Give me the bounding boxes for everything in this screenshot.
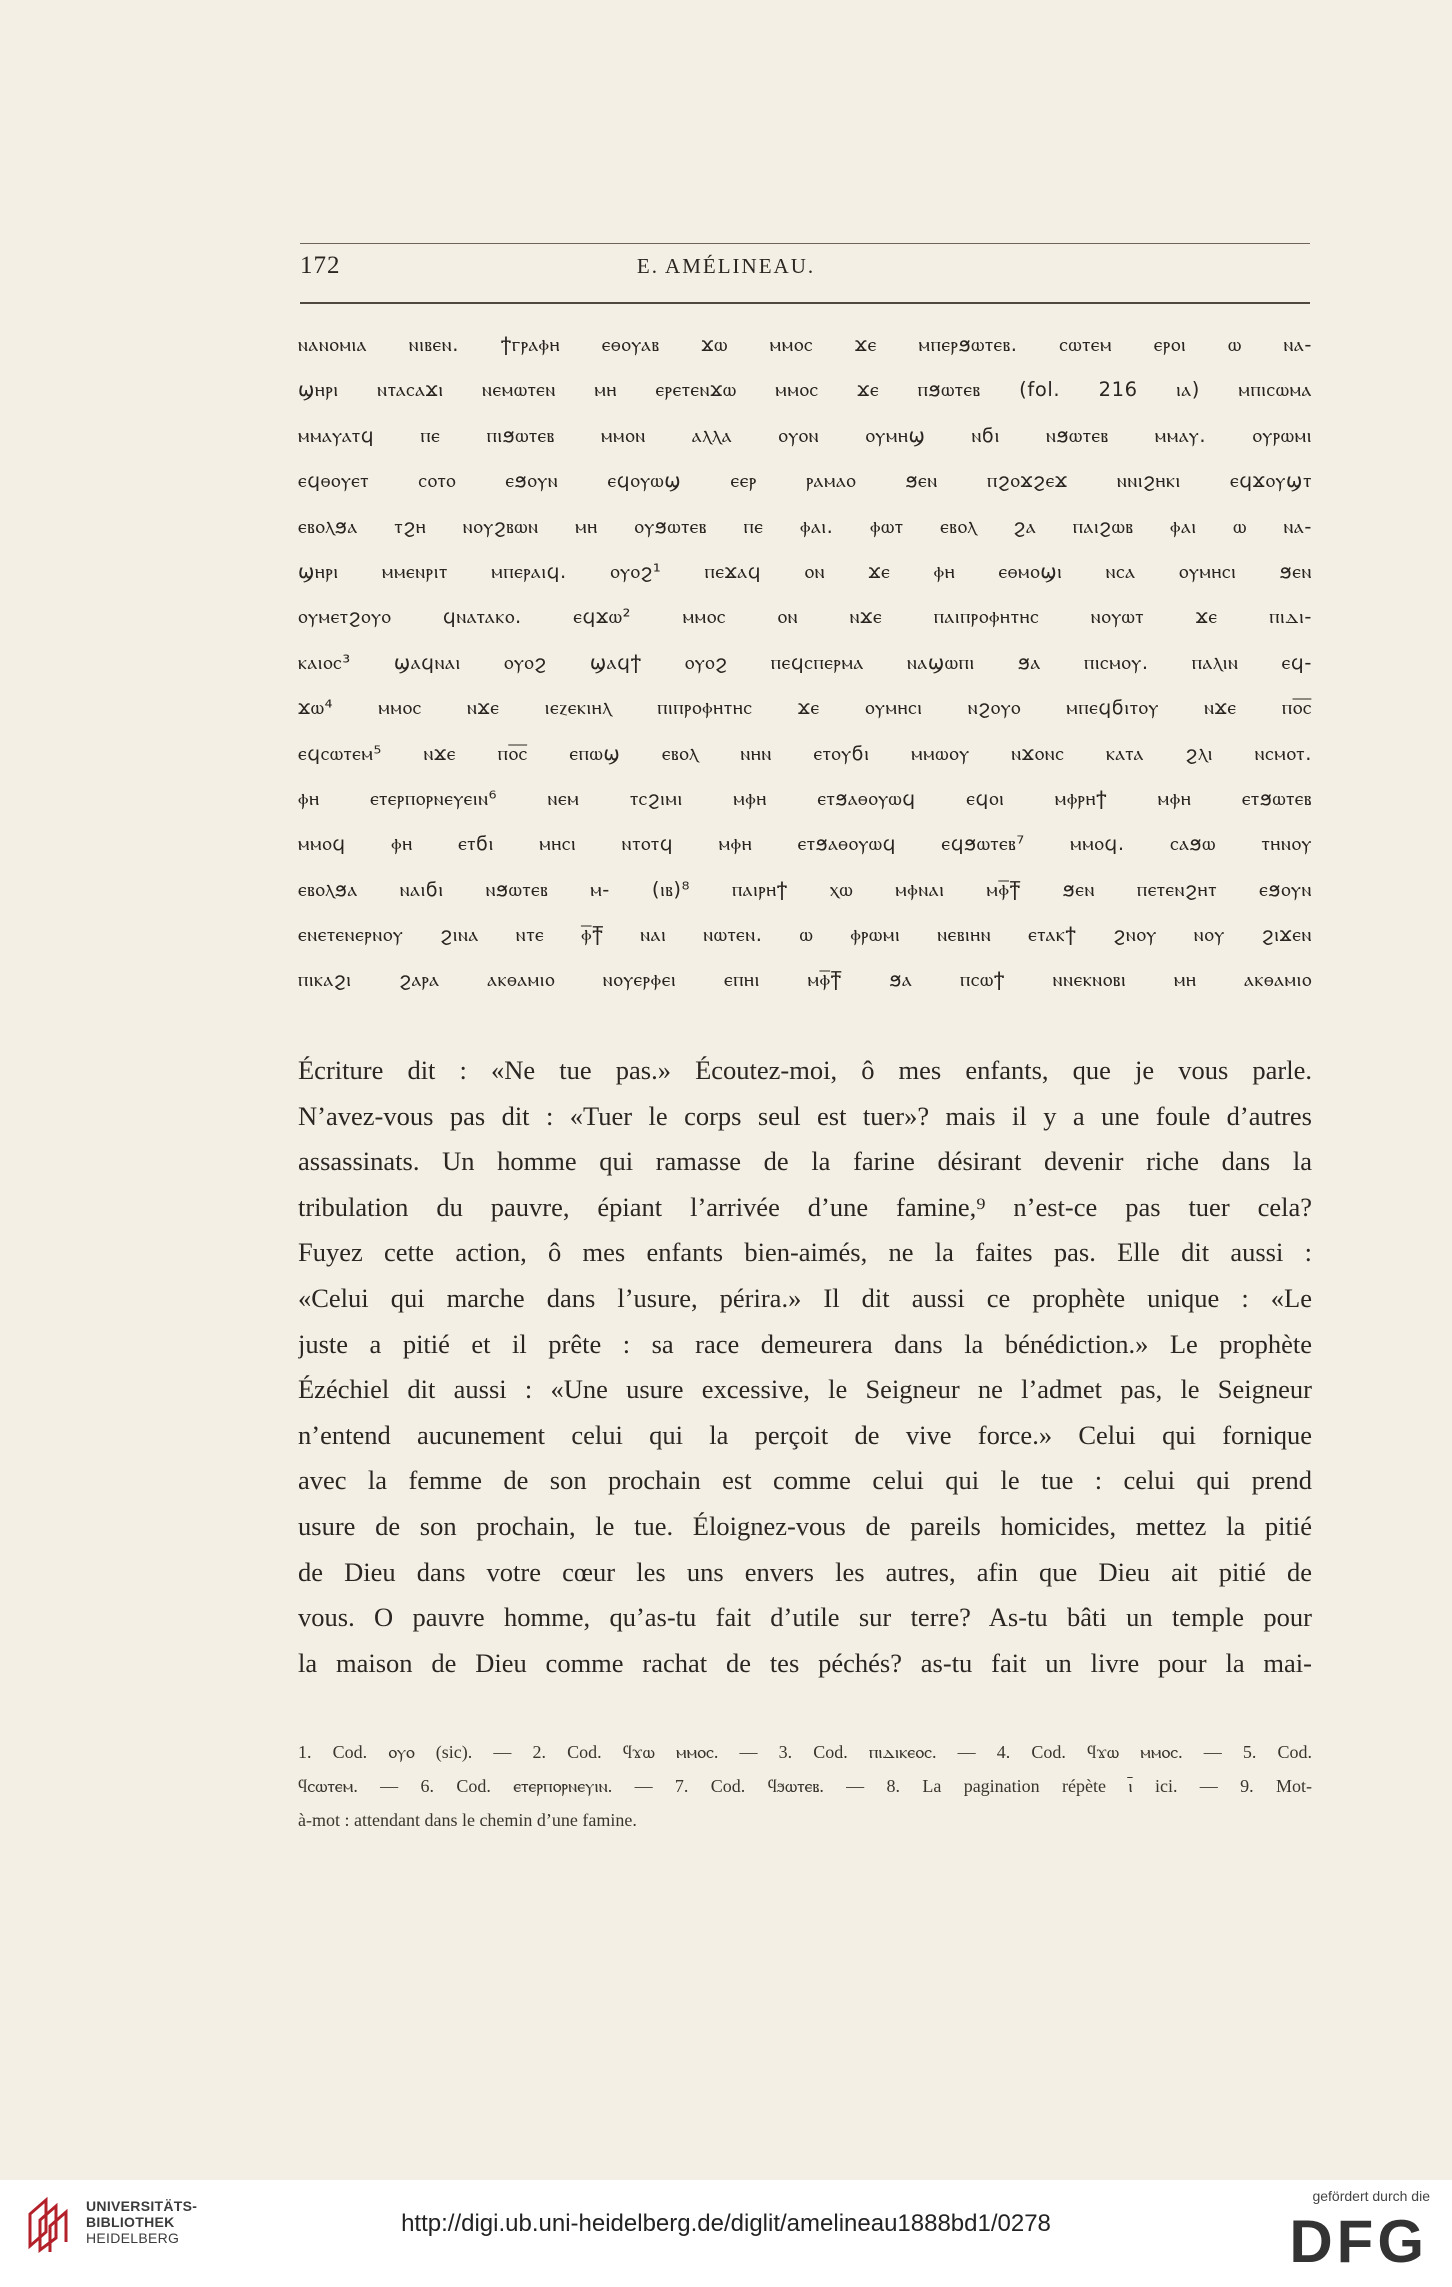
funder-label: gefördert durch die (1312, 2188, 1430, 2204)
footnote-line: ϥⲥⲱⲧⲉⲙ. — 6. Cod. ⲉⲧⲉⲣⲡⲟⲣⲛⲉⲩⲓⲛ. — 7. Cod. ϥϧⲱⲧⲉⲃ. — 8. La pagination répète ⲓ̅ ici. — 9. Mot- (298, 1776, 1312, 1796)
translation-line: usure de son prochain, le tue. Éloignez-vous de pareils homicides, mettez la pitié (298, 1510, 1312, 1541)
coptic-line: ⲙⲙⲁⲩⲁⲧϥ ⲡⲉ ⲡⲓϧⲱⲧⲉⲃ ⲙⲙⲟⲛ ⲁⲗⲗⲁ ⲟⲩⲟⲛ ⲟⲩⲙⲏϣ ⲛϭⲓ ⲛϧⲱⲧⲉⲃ ⲙⲙⲁⲩ. ⲟⲩⲣⲱⲙⲓ (298, 423, 1312, 447)
translation-line: n’entend aucunement celui qui la perçoit de vive force.» Celui qui fornique (298, 1419, 1312, 1450)
coptic-text-block (298, 322, 1312, 1003)
translation-line: assassinats. Un homme qui ramasse de la farine désirant devenir riche dans la (298, 1146, 1312, 1177)
coptic-line: ⲙⲙⲟϥ ⲫⲏ ⲉⲧϭⲓ ⲙⲏⲥⲓ ⲛⲧⲟⲧϥ ⲙⲫⲏ ⲉⲧϧⲁⲑⲟⲩⲱϥ ⲉϥϧⲱⲧⲉⲃ⁷ ⲙⲙⲟϥ. ⲥⲁϧⲱ ⲧⲏⲛⲟⲩ (298, 832, 1312, 856)
translation-line: Ézéchiel dit aussi : «Une usure excessive, le Seigneur ne l’admet pas, le Seigneur (298, 1374, 1312, 1405)
coptic-line: ⲉⲃⲟⲗϧⲁ ⲧϩⲏ ⲛⲟⲩϩⲃⲱⲛ ⲙⲏ ⲟⲩϧⲱⲧⲉⲃ ⲡⲉ ⲫⲁⲓ. ⲫⲱⲧ ⲉⲃⲟⲗ ϩⲁ ⲡⲁⲓϩⲱⲃ ⲫⲁⲓ ⲱ ⲛⲁ- (298, 514, 1312, 538)
footnote-line: à-mot : attendant dans le chemin d’une famine. (298, 1810, 637, 1830)
coptic-line: ⲟⲩⲙⲉⲧϩⲟⲩⲟ ϥⲛⲁⲧⲁⲕⲟ. ⲉϥϫⲱ² ⲙⲙⲟⲥ ⲟⲛ ⲛϫⲉ ⲡⲁⲓⲡⲣⲟⲫⲏⲧⲏⲥ ⲛⲟⲩⲱⲧ ϫⲉ ⲡⲓⲇⲓ- (298, 605, 1312, 629)
translation-line: la maison de Dieu comme rachat de tes péchés? as-tu fait un livre pour la mai- (298, 1647, 1312, 1678)
coptic-line: ϫⲱ⁴ ⲙⲙⲟⲥ ⲛϫⲉ ⲓⲉⲍⲉⲕⲓⲏⲗ ⲡⲓⲡⲣⲟⲫⲏⲧⲏⲥ ϫⲉ ⲟⲩⲙⲏⲥⲓ ⲛϩⲟⲩⲟ ⲙⲡⲉϥϭⲓⲧⲟⲩ ⲛϫⲉ ⲡⲟ̅ⲥ̅ (298, 696, 1312, 720)
coptic-line: ⲫⲏ ⲉⲧⲉⲣⲡⲟⲣⲛⲉⲩⲉⲓⲛ⁶ ⲛⲉⲙ ⲧⲥϩⲓⲙⲓ ⲙⲫⲏ ⲉⲧϧⲁⲑⲟⲩⲱϥ ⲉϥⲟⲓ ⲙⲫⲣⲏϯ ⲙⲫⲏ ⲉⲧϧⲱⲧⲉⲃ (298, 786, 1312, 810)
coptic-line: ⲉϥⲥⲱⲧⲉⲙ⁵ ⲛϫⲉ ⲡⲟ̅ⲥ̅ ⲉⲡⲱϣ ⲉⲃⲟⲗ ⲛⲏⲛ ⲉⲧⲟⲩϭⲓ ⲙⲙⲱⲟⲩ ⲛϫⲟⲛⲥ ⲕⲁⲧⲁ ϩⲗⲓ ⲛⲥⲙⲟⲧ. (298, 741, 1312, 765)
coptic-line: ⲉϥⲑⲟⲩⲉⲧ ⲥⲟⲧⲟ ⲉϧⲟⲩⲛ ⲉϥⲟⲩⲱϣ ⲉⲉⲣ ⲣⲁⲙⲁⲟ ϧⲉⲛ ⲡϩⲟϫϩⲉϫ ⲛⲛⲓϩⲏⲕⲓ ⲉϥϫⲟⲩϣⲧ (298, 469, 1312, 493)
coptic-line: ⲛⲁⲛⲟⲙⲓⲁ ⲛⲓⲃⲉⲛ. ϯⲅⲣⲁⲫⲏ ⲉⲑⲟⲩⲁⲃ ϫⲱ ⲙⲙⲟⲥ ϫⲉ ⲙⲡⲉⲣϧⲱⲧⲉⲃ. ⲥⲱⲧⲉⲙ ⲉⲣⲟⲓ ⲱ ⲛⲁ- (298, 333, 1312, 356)
translation-line: Fuyez cette action, ô mes enfants bien-aimés, ne la faites pas. Elle dit aussi : (298, 1237, 1312, 1268)
french-translation-block (298, 1048, 1312, 1686)
translation-line: vous. O pauvre homme, qu’as-tu fait d’utile sur terre? As-tu bâti un temple pour (298, 1602, 1312, 1633)
library-name-line: BIBLIOTHEK (86, 2214, 175, 2230)
translation-line: N’avez-vous pas dit : «Tuer le corps seul est tuer»? mais il y a une foule d’autres (298, 1100, 1312, 1131)
coptic-line: ⲡⲓⲕⲁϩⲓ ϩⲁⲣⲁ ⲁⲕⲑⲁⲙⲓⲟ ⲛⲟⲩⲉⲣⲫⲉⲓ ⲉⲡⲏⲓ ⲙⲫ̅ϯ̅ ϧⲁ ⲡⲥⲱϯ ⲛⲛⲉⲕⲛⲟⲃⲓ ⲙⲏ ⲁⲕⲑⲁⲙⲓⲟ (298, 968, 1312, 992)
header-bottom-rule (300, 302, 1310, 304)
coptic-line: ϣⲏⲣⲓ ⲛⲧⲁⲥⲁϫⲓ ⲛⲉⲙⲱⲧⲉⲛ ⲙⲏ ⲉⲣⲉⲧⲉⲛϫⲱ ⲙⲙⲟⲥ ϫⲉ ⲡϧⲱⲧⲉⲃ (fol. 216 ⲓⲁ) ⲙⲡⲓⲥⲱⲙⲁ (298, 378, 1312, 402)
translation-line: de Dieu dans votre cœur les uns envers les autres, afin que Dieu ait pitié de (298, 1556, 1312, 1587)
coptic-line: ϣⲏⲣⲓ ⲙⲙⲉⲛⲣⲓⲧ ⲙⲡⲉⲣⲁⲓϥ. ⲟⲩⲟϩ¹ ⲡⲉϫⲁϥ ⲟⲛ ϫⲉ ⲫⲏ ⲉⲑⲙⲟϣⲓ ⲛⲥⲁ ⲟⲩⲙⲏⲥⲓ ϧⲉⲛ (298, 559, 1312, 583)
header-top-rule (300, 243, 1310, 244)
translation-line: juste a pitié et il prête : sa race demeurera dans la bénédiction.» Le prophète (298, 1328, 1312, 1359)
coptic-line: ⲉⲃⲟⲗϧⲁ ⲛⲁⲓϭⲓ ⲛϧⲱⲧⲉⲃ ⲙ- (ⲓⲃ)⁸ ⲡⲁⲓⲣⲏϯ ⲭⲱ ⲙⲫⲛⲁⲓ ⲙⲫ̅ϯ̅ ϧⲉⲛ ⲡⲉⲧⲉⲛϩⲏⲧ ⲉϧⲟⲩⲛ (298, 877, 1312, 901)
footnotes (298, 1735, 1312, 1837)
permalink-url[interactable]: http://digi.ub.uni-heidelberg.de/diglit/amelineau1888bd1/0278 (401, 2210, 1051, 2237)
translation-line: tribulation du pauvre, épiant l’arrivée d’une famine,⁹ n’est-ce pas tuer cela? (298, 1191, 1312, 1222)
translation-line: Écriture dit : «Ne tue pas.» Écoutez-moi, ô mes enfants, que je vous parle. (298, 1055, 1312, 1085)
footnote-line: 1. Cod. ⲟⲩⲟ (sic). — 2. Cod. ϥϫⲱ ⲙⲙⲟⲥ. — 3. Cod. ⲡⲓⲇⲓⲕⲉⲟⲥ. — 4. Cod. ϥϫⲱ ⲙⲙⲟⲥ. — 5. Cod. (298, 1742, 1312, 1762)
dfg-logo[interactable]: DFG (1289, 2208, 1428, 2275)
running-title: E. AMÉLINEAU. (636, 254, 816, 278)
coptic-line: ⲉⲛⲉⲧⲉⲛⲉⲣⲛⲟⲩ ϩⲓⲛⲁ ⲛⲧⲉ ⲫ̅ϯ̅ ⲛⲁⲓ ⲛⲱⲧⲉⲛ. ⲱ ⲫⲣⲱⲙⲓ ⲛⲉⲃⲓⲏⲛ ⲉⲧⲁⲕϯ ϩⲛⲟⲩ ⲛⲟⲩ ϩⲓϫⲉⲛ (298, 923, 1312, 947)
page-number: 172 (300, 252, 341, 279)
library-name-line: UNIVERSITÄTS- (86, 2198, 198, 2214)
library-name-line: HEIDELBERG (86, 2230, 180, 2246)
coptic-line: ⲕⲁⲓⲟⲥ³ ϣⲁϥⲛⲁⲓ ⲟⲩⲟϩ ϣⲁϥϯ ⲟⲩⲟϩ ⲡⲉϥⲥⲡⲉⲣⲙⲁ ⲛⲁϣⲱⲡⲓ ϧⲁ ⲡⲓⲥⲙⲟⲩ. ⲡⲁⲗⲓⲛ ⲉϥ- (298, 650, 1312, 674)
translation-line: «Celui qui marche dans l’usure, périra.» Il dit aussi ce prophète unique : «Le (298, 1282, 1312, 1313)
translation-line: avec la femme de son prochain est comme celui qui le tue : celui qui prend (298, 1465, 1312, 1496)
